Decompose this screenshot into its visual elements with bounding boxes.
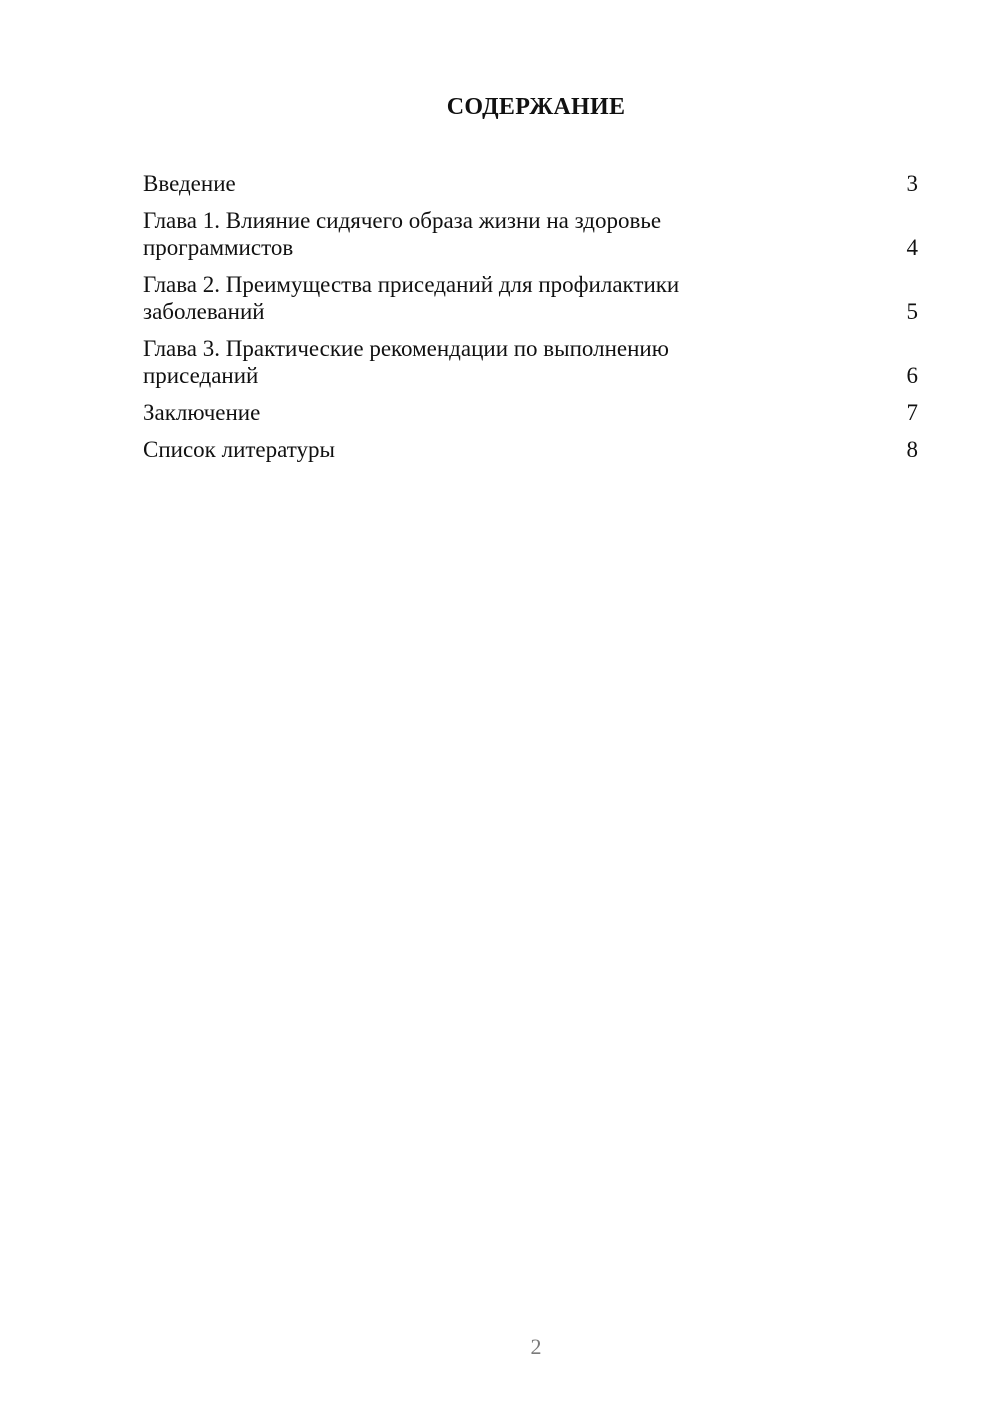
toc-entry-chapter-1 xyxy=(143,207,920,261)
table-of-contents xyxy=(143,170,920,473)
toc-entry-label: Введение xyxy=(143,171,236,196)
toc-entry-page: 4 xyxy=(906,235,918,260)
page-number: 2 xyxy=(530,1334,542,1359)
page-title: СОДЕРЖАНИЕ xyxy=(446,94,626,120)
toc-entry-label: Глава 1. Влияние сидячего образа жизни на здоровье программистов xyxy=(143,208,662,260)
toc-entry-page: 6 xyxy=(906,363,918,388)
toc-entry-chapter-3 xyxy=(143,335,920,389)
toc-entry-page: 3 xyxy=(906,171,918,196)
toc-entry-page: 5 xyxy=(906,299,918,324)
toc-entry-label: Заключение xyxy=(143,400,261,425)
toc-entry-page: 8 xyxy=(906,437,918,462)
toc-entry-introduction xyxy=(143,170,920,197)
toc-entry-references xyxy=(143,436,920,463)
toc-entry-label: Глава 2. Преимущества приседаний для профилактики заболеваний xyxy=(143,272,680,324)
toc-entry-label: Глава 3. Практические рекомендации по выполнению приседаний xyxy=(143,336,669,388)
toc-entry-chapter-2 xyxy=(143,271,920,325)
toc-entry-conclusion xyxy=(143,399,920,426)
toc-entry-page: 7 xyxy=(906,400,918,425)
toc-entry-label: Список литературы xyxy=(143,437,335,462)
